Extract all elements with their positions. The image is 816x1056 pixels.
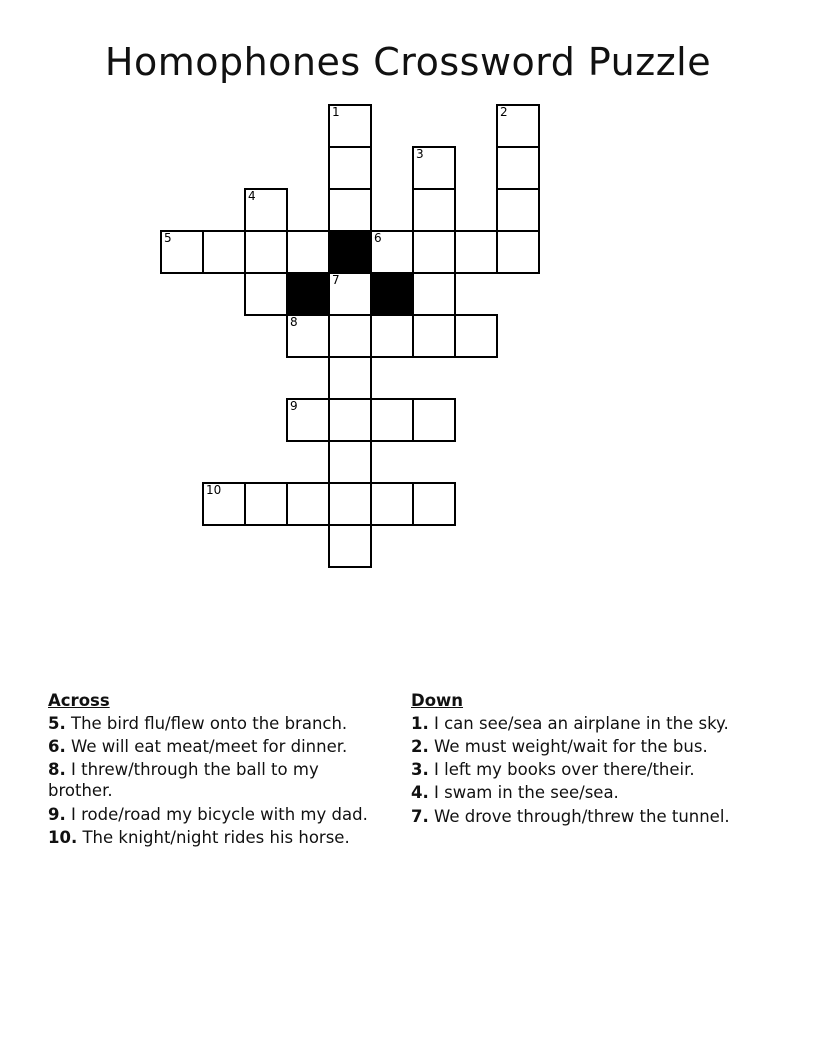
grid-cell-number: 9 xyxy=(290,399,298,413)
clue-text: I rode/road my bicycle with my dad. xyxy=(65,804,368,824)
grid-cell[interactable] xyxy=(412,272,456,316)
grid-cell-number: 8 xyxy=(290,315,298,329)
clue-item xyxy=(48,804,378,825)
grid-cell[interactable] xyxy=(412,230,456,274)
clue-number: 8. xyxy=(48,760,66,780)
grid-cell[interactable] xyxy=(328,398,372,442)
grid-cell[interactable] xyxy=(244,188,288,232)
clue-item xyxy=(48,736,378,757)
grid-cell-blocked xyxy=(370,272,414,316)
grid-cell[interactable] xyxy=(328,314,372,358)
grid-cell[interactable] xyxy=(286,398,330,442)
clue-text: The knight/night rides his horse. xyxy=(77,827,350,847)
grid-cell[interactable] xyxy=(496,188,540,232)
clue-number: 7. xyxy=(411,806,429,826)
grid-cell-number: 4 xyxy=(248,189,256,203)
across-heading: Across xyxy=(48,691,110,710)
clue-item xyxy=(48,759,378,801)
grid-cell[interactable] xyxy=(454,230,498,274)
down-heading: Down xyxy=(411,691,464,710)
clues-section xyxy=(0,690,816,1010)
grid-cell[interactable] xyxy=(328,104,372,148)
grid-cell[interactable] xyxy=(244,230,288,274)
crossword-grid-area xyxy=(0,104,816,624)
grid-cell[interactable] xyxy=(370,314,414,358)
clue-item xyxy=(411,806,741,827)
grid-cell[interactable] xyxy=(412,188,456,232)
grid-cell[interactable] xyxy=(160,230,204,274)
clue-text: I left my books over there/their. xyxy=(428,760,695,780)
grid-cell[interactable] xyxy=(328,356,372,400)
clue-item xyxy=(48,827,378,848)
grid-cell[interactable] xyxy=(328,188,372,232)
grid-cell[interactable] xyxy=(370,230,414,274)
grid-cell[interactable] xyxy=(328,482,372,526)
grid-cell[interactable] xyxy=(496,230,540,274)
clue-number: 5. xyxy=(48,714,66,734)
clue-number: 1. xyxy=(411,714,429,734)
grid-cell[interactable] xyxy=(202,230,246,274)
grid-cell-blocked xyxy=(328,230,372,274)
clue-number: 9. xyxy=(48,804,66,824)
clue-number: 2. xyxy=(411,737,429,757)
grid-cell[interactable] xyxy=(328,440,372,484)
grid-cell[interactable] xyxy=(244,482,288,526)
clue-item xyxy=(411,736,741,757)
grid-cell[interactable] xyxy=(496,146,540,190)
grid-cell[interactable] xyxy=(370,482,414,526)
clue-number: 4. xyxy=(411,783,429,803)
crossword-grid xyxy=(160,104,580,604)
clue-item xyxy=(411,782,741,803)
grid-cell-number: 1 xyxy=(332,105,340,119)
grid-cell-number: 7 xyxy=(332,273,340,287)
clue-number: 3. xyxy=(411,760,429,780)
clue-text: We must weight/wait for the bus. xyxy=(428,737,708,757)
grid-cell-number: 2 xyxy=(500,105,508,119)
clue-text: The bird flu/flew onto the branch. xyxy=(65,714,348,734)
grid-cell[interactable] xyxy=(286,230,330,274)
clue-number: 6. xyxy=(48,737,66,757)
clue-text: We will eat meat/meet for dinner. xyxy=(65,737,348,757)
clue-text: I swam in the see/sea. xyxy=(428,783,619,803)
clue-text: I threw/through the ball to my brother. xyxy=(48,760,319,801)
grid-cell[interactable] xyxy=(286,482,330,526)
grid-cell[interactable] xyxy=(454,314,498,358)
clue-number: 10. xyxy=(48,827,78,847)
grid-cell[interactable] xyxy=(412,314,456,358)
grid-cell-number: 5 xyxy=(164,231,172,245)
clue-text: We drove through/threw the tunnel. xyxy=(428,806,730,826)
clue-item xyxy=(48,713,378,734)
down-clue-list xyxy=(411,713,741,827)
grid-cell[interactable] xyxy=(328,146,372,190)
grid-cell[interactable] xyxy=(412,398,456,442)
across-clues-column xyxy=(48,690,378,850)
down-clues-column xyxy=(411,690,741,829)
across-clue-list xyxy=(48,713,378,848)
grid-cell[interactable] xyxy=(202,482,246,526)
grid-cell[interactable] xyxy=(412,146,456,190)
grid-cell[interactable] xyxy=(328,272,372,316)
page-title: Homophones Crossword Puzzle xyxy=(104,40,712,84)
grid-cell-number: 6 xyxy=(374,231,382,245)
clue-item xyxy=(411,759,741,780)
clue-text: I can see/sea an airplane in the sky. xyxy=(428,714,729,734)
grid-cell[interactable] xyxy=(412,482,456,526)
grid-cell-number: 3 xyxy=(416,147,424,161)
grid-cell[interactable] xyxy=(328,524,372,568)
grid-cell[interactable] xyxy=(244,272,288,316)
grid-cell[interactable] xyxy=(370,398,414,442)
grid-cell-number: 10 xyxy=(206,483,222,497)
grid-cell[interactable] xyxy=(496,104,540,148)
grid-cell-blocked xyxy=(286,272,330,316)
clue-item xyxy=(411,713,741,734)
grid-cell[interactable] xyxy=(286,314,330,358)
